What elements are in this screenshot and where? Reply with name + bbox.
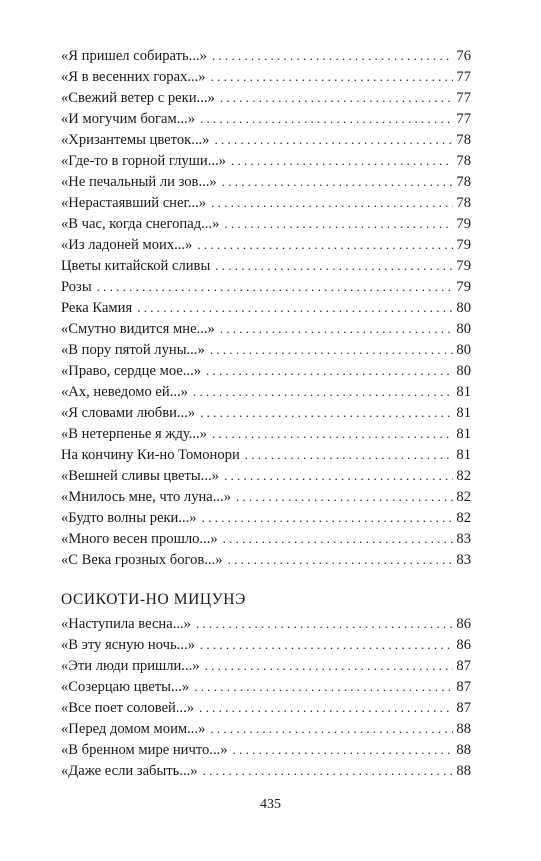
toc-entry (61, 507, 471, 528)
dot-leader (97, 276, 454, 297)
toc-entry-page: 78 (456, 153, 471, 169)
toc-entry (61, 66, 471, 87)
dot-leader (206, 360, 453, 381)
dot-leader (197, 234, 453, 255)
toc-entry-title: «Хризантемы цветок...» (61, 132, 210, 148)
toc-entry-page: 82 (456, 489, 471, 505)
toc-entry (61, 423, 471, 444)
toc-entry (61, 381, 471, 402)
toc-entry-title: «Я словами любви...» (61, 405, 196, 421)
toc-entry (61, 276, 471, 297)
toc-entry-page: 78 (456, 174, 471, 190)
toc-entry-title: «Созерцаю цветы...» (61, 679, 190, 695)
toc-entry-page: 81 (456, 426, 471, 442)
toc-entry-title: «Вешней сливы цветы...» (61, 468, 219, 484)
toc-entry (61, 465, 471, 486)
toc-entry (61, 528, 471, 549)
dot-leader (211, 192, 453, 213)
toc-entry-title: «Из ладоней моих...» (61, 237, 193, 253)
toc-entry-title: «В бренном мире ничто...» (61, 742, 228, 758)
dot-leader (214, 129, 453, 150)
dot-leader (212, 45, 453, 66)
toc-list (61, 45, 471, 570)
toc-entry (61, 402, 471, 423)
toc-entry-page: 87 (456, 679, 471, 695)
dot-leader (205, 655, 454, 676)
toc-entry-title: «Много весен прошло...» (61, 531, 218, 547)
toc-entry-page: 78 (456, 132, 471, 148)
toc-entry (61, 45, 471, 66)
dot-leader (224, 465, 453, 486)
toc-entry (61, 486, 471, 507)
toc-entry (61, 360, 471, 381)
toc-entry-page: 88 (456, 742, 471, 758)
dot-leader (231, 150, 453, 171)
toc-entry (61, 444, 471, 465)
toc-entry (61, 171, 471, 192)
dot-leader (211, 66, 454, 87)
toc-entry (61, 760, 471, 781)
dot-leader (203, 760, 454, 781)
toc-entry-page: 79 (456, 279, 471, 295)
toc-entry (61, 318, 471, 339)
toc-entry (61, 739, 471, 760)
dot-leader (199, 697, 453, 718)
toc-entry-title: «Свежий ветер с реки...» (61, 90, 215, 106)
toc-entry-page: 87 (456, 658, 471, 674)
dot-leader (194, 676, 453, 697)
toc-entry-title: «Перед домом моим...» (61, 721, 206, 737)
toc-entry-title: «В час, когда снегопад...» (61, 216, 220, 232)
dot-leader (220, 87, 454, 108)
toc-entry-page: 88 (456, 763, 471, 779)
section-heading: ОСИКОТИ-НО МИЦУНЭ (61, 591, 246, 608)
toc-entry-page: 86 (456, 637, 471, 653)
toc-entry (61, 150, 471, 171)
toc-entry (61, 697, 471, 718)
toc-entry-title: «С Века грозных богов...» (61, 552, 223, 568)
toc-entry (61, 718, 471, 739)
toc-entry-page: 80 (456, 363, 471, 379)
toc-entry-title: «Ах, неведомо ей...» (61, 384, 188, 400)
dot-leader (210, 718, 453, 739)
toc-entry-title: «Даже если забыть...» (61, 763, 198, 779)
dot-leader (236, 486, 453, 507)
dot-leader (202, 507, 454, 528)
toc-entry-page: 77 (456, 69, 471, 85)
toc-entry-page: 86 (456, 616, 471, 632)
toc-entry-title: «И могучим богам...» (61, 111, 195, 127)
toc-entry-title: «Мнилось мне, что луна...» (61, 489, 232, 505)
toc-entry (61, 297, 471, 318)
toc-entry-title: «Эти люди пришли...» (61, 658, 200, 674)
toc-entry-page: 81 (456, 447, 471, 463)
dot-leader (200, 108, 453, 129)
toc-entry-page: 81 (456, 405, 471, 421)
dot-leader (212, 423, 453, 444)
toc-entry-page: 76 (456, 48, 471, 64)
toc-entry (61, 676, 471, 697)
toc-entry-title: Розы (61, 279, 92, 295)
dot-leader (245, 444, 454, 465)
toc-list (61, 613, 471, 781)
dot-leader (137, 297, 453, 318)
page-number: 435 (260, 797, 281, 812)
toc-entry-page: 81 (456, 384, 471, 400)
dot-leader (200, 634, 454, 655)
toc-entry-page: 80 (456, 321, 471, 337)
toc-entry-page: 78 (456, 195, 471, 211)
toc-entry-page: 87 (456, 700, 471, 716)
toc-entry-page: 77 (456, 111, 471, 127)
toc-entry-title: «В пору пятой луны...» (61, 342, 205, 358)
toc-entry-title: «Смутно видится мне...» (61, 321, 215, 337)
dot-leader (210, 339, 454, 360)
toc-entry (61, 634, 471, 655)
toc-entry-page: 88 (456, 721, 471, 737)
dot-leader (215, 255, 453, 276)
dot-leader (222, 171, 454, 192)
toc-entry-page: 83 (456, 552, 471, 568)
toc-entry-page: 79 (456, 237, 471, 253)
table-of-contents (61, 45, 471, 781)
toc-entry-title: «Я пришел собирать...» (61, 48, 207, 64)
toc-entry (61, 339, 471, 360)
dot-leader (224, 213, 453, 234)
toc-entry (61, 234, 471, 255)
toc-entry-page: 82 (456, 510, 471, 526)
toc-entry-title: «Будто волны реки...» (61, 510, 197, 526)
toc-entry (61, 213, 471, 234)
toc-entry-page: 80 (456, 300, 471, 316)
toc-entry (61, 613, 471, 634)
toc-entry-title: На кончину Ки-но Томонори (61, 447, 240, 463)
toc-entry-page: 79 (456, 216, 471, 232)
toc-entry (61, 108, 471, 129)
toc-entry-title: «В эту ясную ночь...» (61, 637, 195, 653)
toc-entry-title: «Где-то в горной глуши...» (61, 153, 226, 169)
toc-entry-title: «Я в весенних горах...» (61, 69, 206, 85)
toc-entry-title: «Не печальный ли зов...» (61, 174, 217, 190)
toc-entry-title: «Наступила весна...» (61, 616, 191, 632)
toc-entry-page: 83 (456, 531, 471, 547)
dot-leader (220, 318, 454, 339)
toc-entry-page: 79 (456, 258, 471, 274)
toc-entry-title: «Все поет соловей...» (61, 700, 195, 716)
toc-entry-title: «Право, сердце мое...» (61, 363, 202, 379)
toc-entry-title: Река Камия (61, 300, 133, 316)
dot-leader (196, 613, 453, 634)
toc-entry-title: «Нерастаявший снег...» (61, 195, 207, 211)
dot-leader (233, 739, 454, 760)
dot-leader (193, 381, 453, 402)
dot-leader (200, 402, 453, 423)
toc-entry-page: 77 (456, 90, 471, 106)
toc-entry-page: 82 (456, 468, 471, 484)
toc-entry-title: «В нетерпенье я жду...» (61, 426, 207, 442)
toc-entry (61, 129, 471, 150)
toc-entry-title: Цветы китайской сливы (61, 258, 211, 274)
toc-entry-page: 80 (456, 342, 471, 358)
toc-entry (61, 192, 471, 213)
toc-entry (61, 655, 471, 676)
dot-leader (228, 549, 454, 570)
toc-entry (61, 549, 471, 570)
toc-entry (61, 87, 471, 108)
dot-leader (223, 528, 454, 549)
toc-entry (61, 255, 471, 276)
